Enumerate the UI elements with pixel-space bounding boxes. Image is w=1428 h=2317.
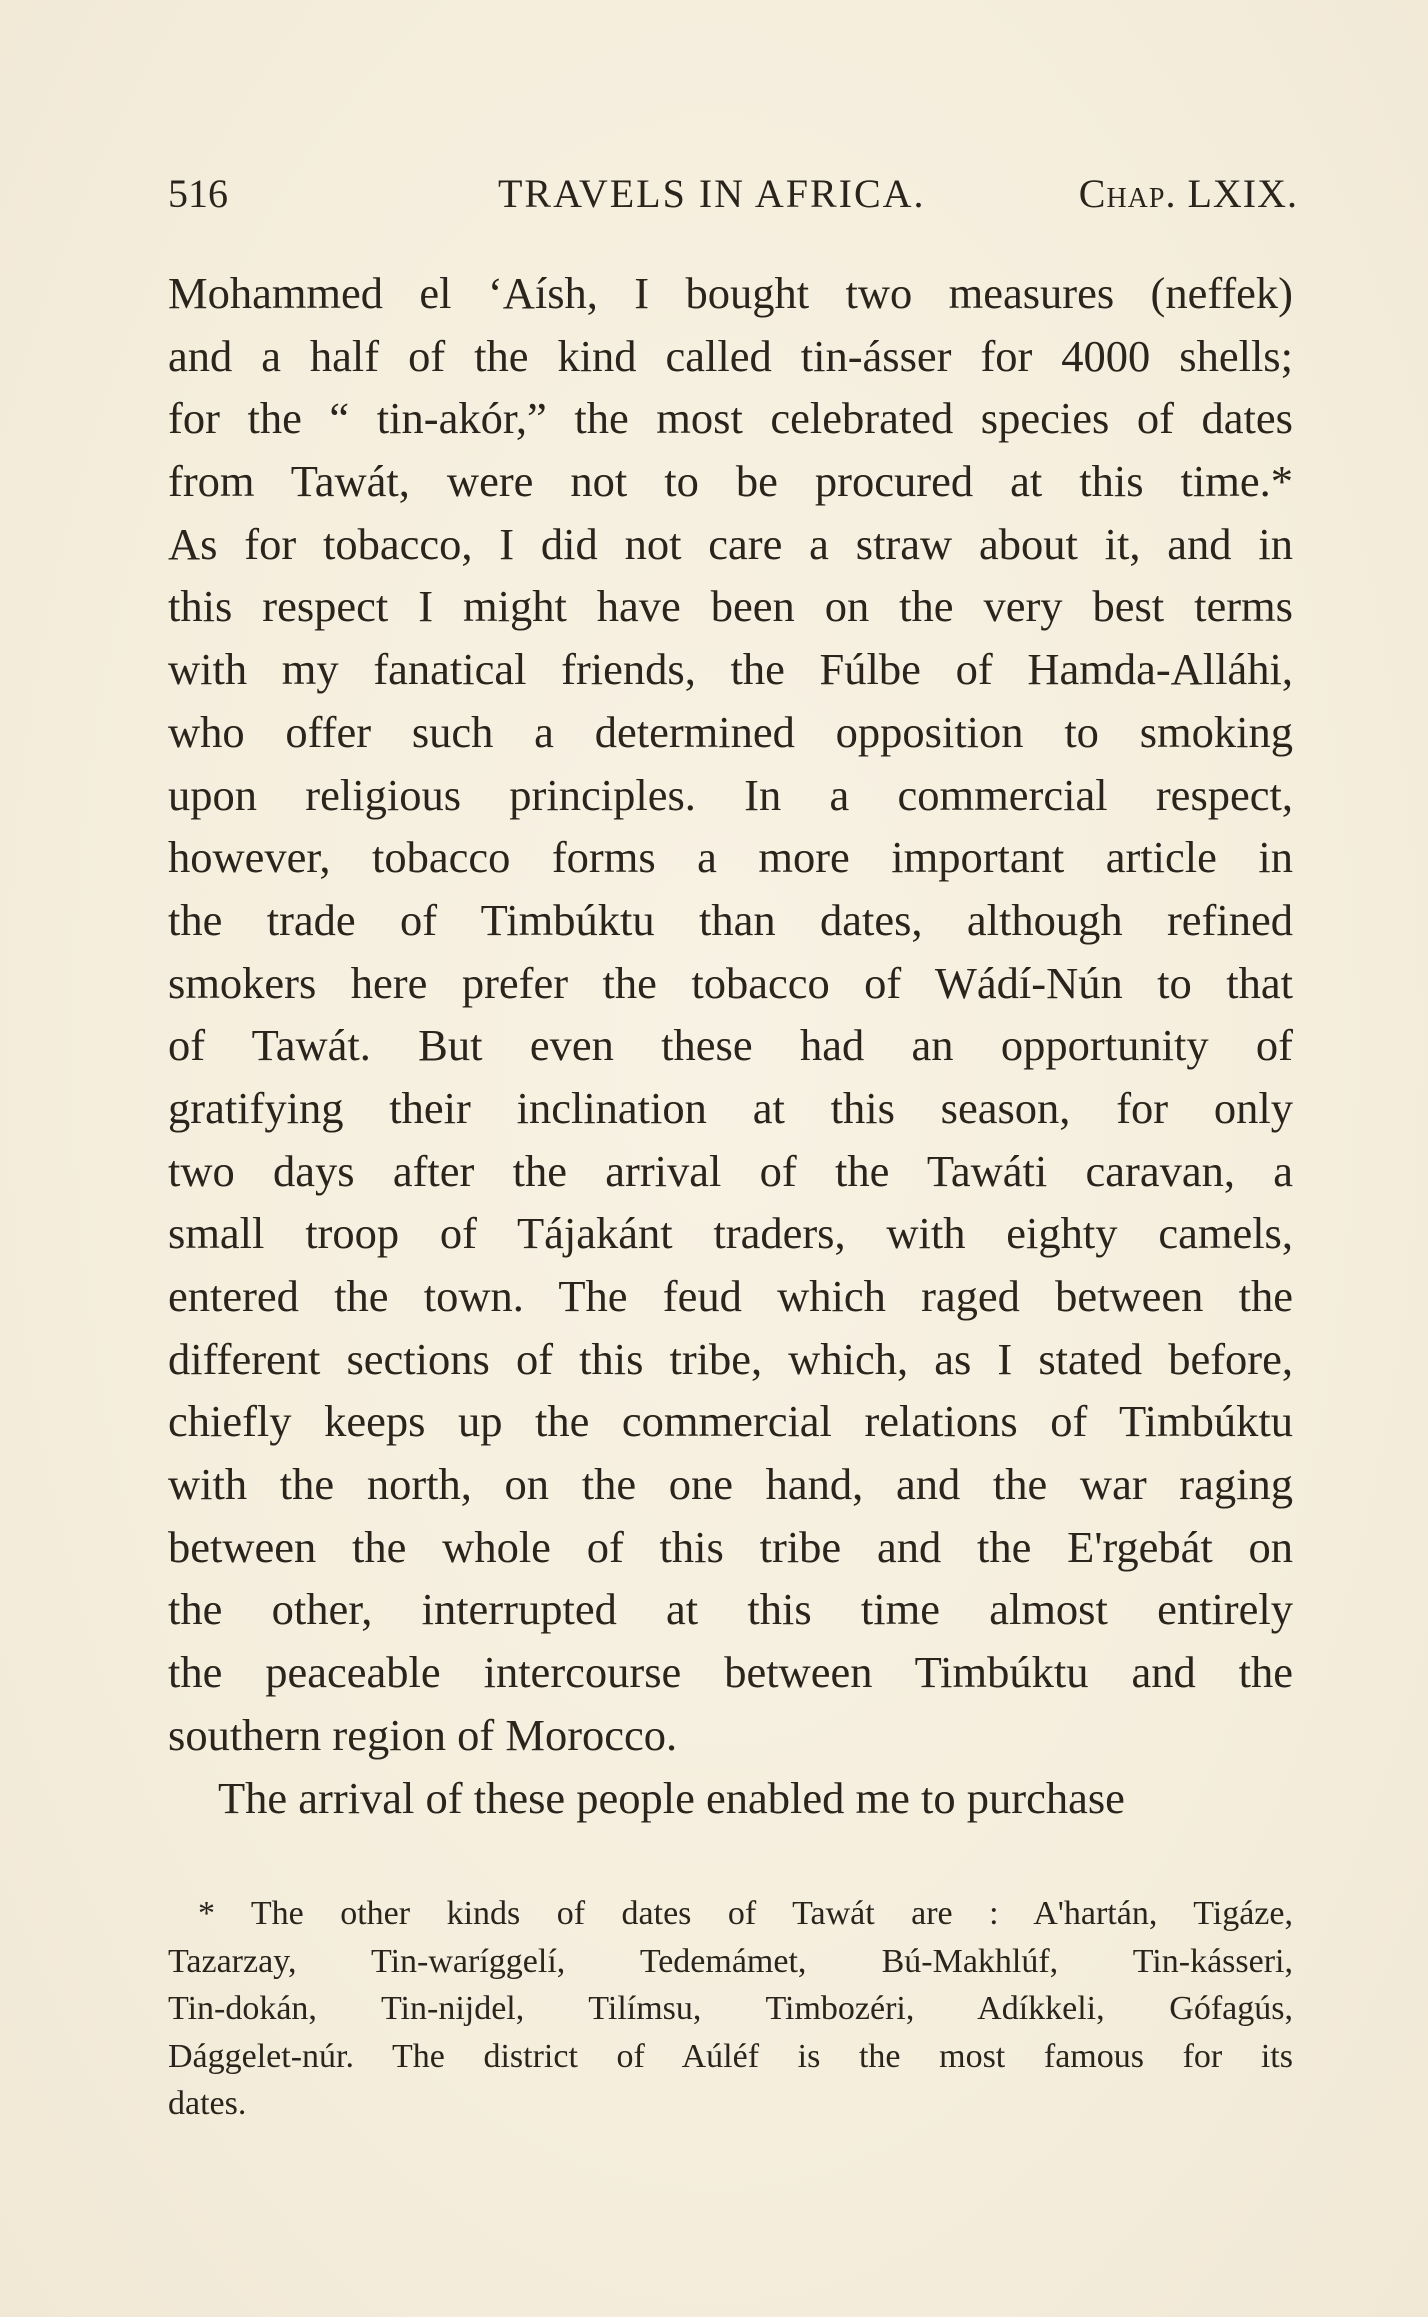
text-line: two days after the arrival of the Tawáti caravan, a xyxy=(168,1145,1293,1196)
chapter-label: Chap. LXIX. xyxy=(1078,171,1298,216)
footnote-line: Tazarzay, Tin-waríggelí, Tedemámet, Bú-Makhlúf, Tin-kásseri, xyxy=(168,1942,1293,1980)
text-line: Mohammed el ʻAísh, I bought two measures (neffek) xyxy=(168,268,1293,318)
text-line: different sections of this tribe, which, as I stated before, xyxy=(168,1333,1293,1384)
text-line: entered the town. The feud which raged between the xyxy=(168,1271,1293,1321)
text-line: however, tobacco forms a more important article in xyxy=(168,832,1293,883)
text-line: and a half of the kind called tin-ásser for 4000 shells; xyxy=(168,330,1293,381)
text-line: this respect I might have been on the very best terms xyxy=(168,581,1293,632)
main-text xyxy=(168,262,1293,1829)
footnote-line: * The other kinds of dates of Tawát are : A'hartán, Tigáze, xyxy=(198,1895,1293,1932)
text-line: gratifying their inclination at this season, for only xyxy=(168,1082,1293,1133)
text-line: for the “ tin-akór,” the most celebrated species of dates xyxy=(168,393,1293,444)
footnote-line: Dággelet-núr. The district of Aúléf is the most famous for its xyxy=(168,2037,1293,2075)
footnote xyxy=(168,1890,1293,2128)
footnote-line: dates. xyxy=(168,2085,247,2122)
text-line: the trade of Timbúktu than dates, although refined xyxy=(168,894,1293,945)
footnote-line: Tin-dokán, Tin-nijdel, Tilímsu, Timbozéri, Adíkkeli, Gófagús, xyxy=(168,1990,1293,2027)
page-number: 516 xyxy=(168,171,228,216)
text-line: the other, interrupted at this time almost entirely xyxy=(168,1584,1293,1635)
text-line: The arrival of these people enabled me to purchase xyxy=(218,1772,1125,1823)
text-line: the peaceable intercourse between Timbúktu and the xyxy=(168,1647,1293,1698)
text-line: who offer such a determined opposition to smoking xyxy=(168,706,1293,757)
text-line: chiefly keeps up the commercial relations of Timbúktu xyxy=(168,1396,1293,1447)
text-line: small troop of Tájakánt traders, with eighty camels, xyxy=(168,1208,1293,1259)
running-title: TRAVELS IN AFRICA. xyxy=(498,171,926,216)
text-line: upon religious principles. In a commercial respect, xyxy=(168,769,1293,820)
text-line: with the north, on the one hand, and the war raging xyxy=(168,1459,1293,1510)
text-line: of Tawát. But even these had an opportunity of xyxy=(168,1020,1293,1071)
text-line: smokers here prefer the tobacco of Wádí-Nún to that xyxy=(168,957,1293,1008)
text-line: southern region of Morocco. xyxy=(168,1709,678,1760)
text-line: with my fanatical friends, the Fúlbe of Hamda-Alláhi, xyxy=(168,644,1293,695)
page-header xyxy=(168,170,1298,220)
text-line: from Tawát, were not to be procured at this time.* xyxy=(168,456,1293,507)
text-line: between the whole of this tribe and the E'rgebát on xyxy=(168,1521,1293,1572)
text-line: As for tobacco, I did not care a straw about it, and in xyxy=(168,518,1293,569)
